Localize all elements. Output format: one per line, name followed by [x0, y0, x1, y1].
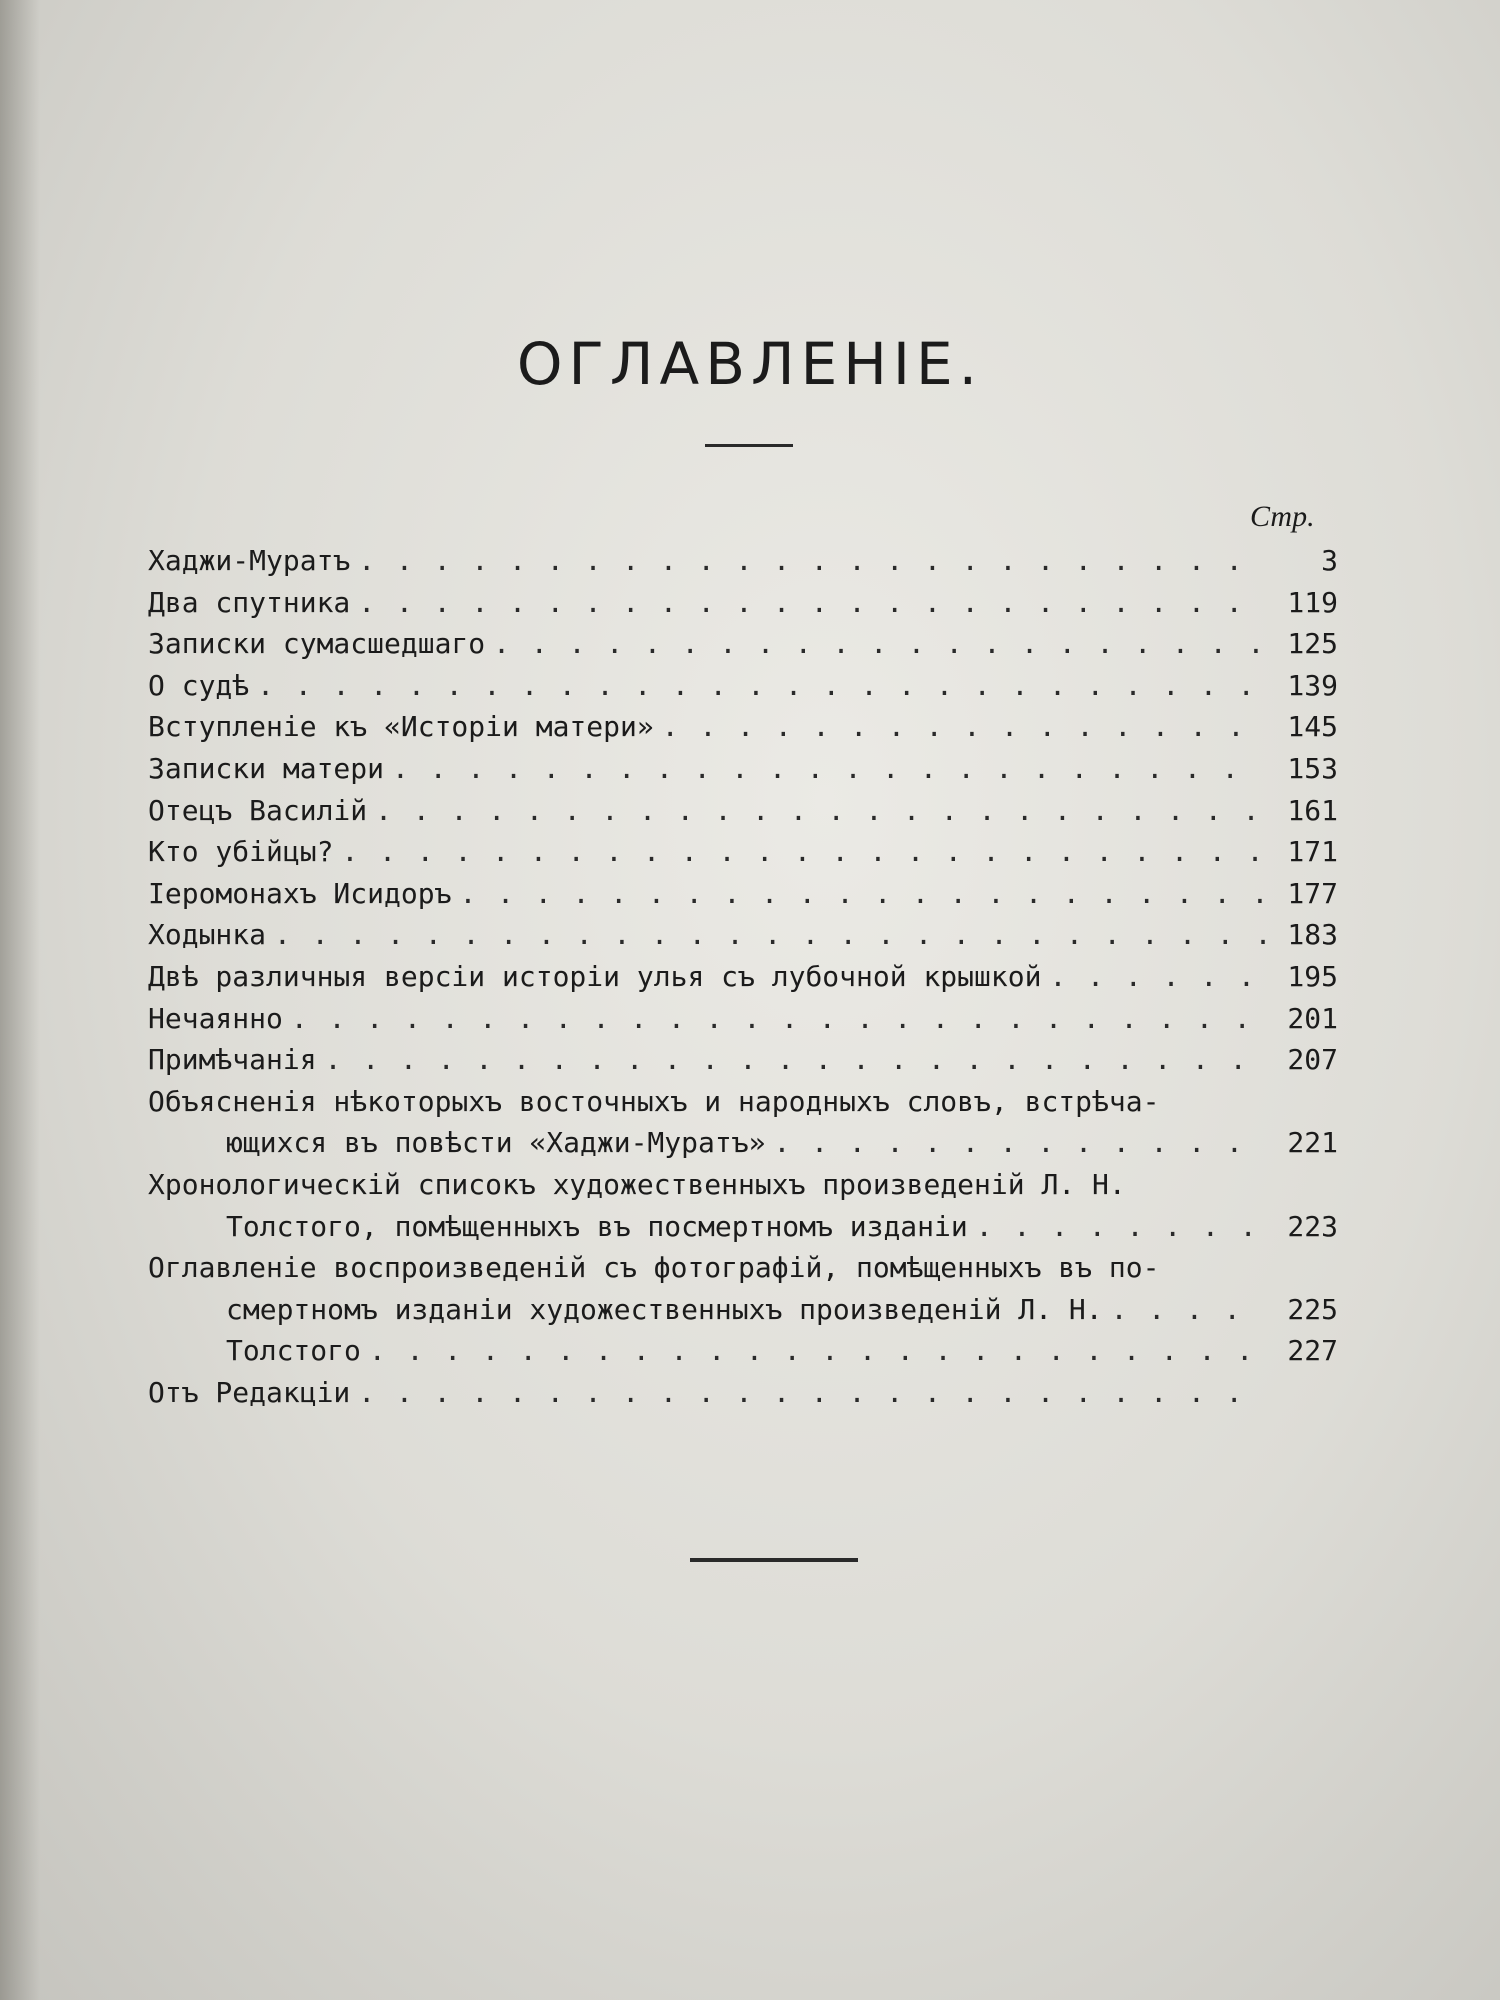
- toc-entry-title-line: Оглавленіе воспроизведеній съ фотографій, помѣщенныхъ въ по-: [148, 1251, 1160, 1285]
- toc-entry-title: Записки матери: [148, 751, 385, 785]
- leader-dots: [341, 831, 1266, 873]
- toc-entry-title: Вступленіе къ «Исторіи матери»: [148, 710, 654, 744]
- toc-entry-continuation: [148, 1330, 1338, 1372]
- toc-entry: [148, 1164, 1338, 1206]
- toc-entry-title-line: Толстого, помѣщенныхъ въ посмертномъ изданіи: [226, 1209, 968, 1243]
- toc-entry-title: Отецъ Василій: [148, 793, 368, 827]
- toc-entry-title: Примѣчанія: [148, 1043, 317, 1077]
- toc-entry-page: 225: [1287, 1292, 1338, 1326]
- leader-dots: [1049, 956, 1266, 998]
- toc-entry: [148, 998, 1338, 1040]
- toc-entry-title-line: смертномъ изданіи художественныхъ произведеній Л. Н.: [226, 1292, 1103, 1326]
- leader-dots: [358, 1372, 1266, 1414]
- toc-entry-page: 227: [1287, 1334, 1338, 1368]
- toc-entry-page: 153: [1287, 751, 1338, 785]
- toc-entry: [148, 748, 1338, 790]
- toc-entry: [148, 582, 1338, 624]
- toc-entry-title: Нечаянно: [148, 1001, 283, 1035]
- toc-entry: [148, 1039, 1338, 1081]
- toc-entry-page: 183: [1287, 918, 1338, 952]
- toc-entry-page: 207: [1287, 1043, 1338, 1077]
- toc-entry-page: 171: [1287, 835, 1338, 869]
- toc-entry-title: Іеромонахъ Исидоръ: [148, 876, 452, 910]
- toc-entry-title: Два спутника: [148, 585, 351, 619]
- toc-entry-title-line: Хронологическій списокъ художественныхъ произведеній Л. Н.: [148, 1167, 1126, 1201]
- toc-entry-page: 161: [1287, 793, 1338, 827]
- page-column-label: Стр.: [1250, 500, 1315, 533]
- toc-entry-page: 3: [1321, 544, 1338, 577]
- toc-entry: [148, 1372, 1338, 1414]
- toc-entry-page: 145: [1287, 710, 1338, 744]
- toc-entry-page: 201: [1287, 1001, 1338, 1035]
- toc-entry-page: 221: [1287, 1126, 1338, 1160]
- leader-dots: [358, 582, 1266, 624]
- toc-entry-page: 125: [1287, 627, 1338, 661]
- end-divider: [690, 1558, 858, 1562]
- leader-dots: [358, 540, 1266, 582]
- toc-entry-continuation: [148, 1206, 1338, 1248]
- toc-entry-title: Записки сумасшедшаго: [148, 627, 486, 661]
- toc-entry-page: 223: [1287, 1209, 1338, 1243]
- toc-entry-continuation: [148, 1122, 1338, 1164]
- leader-dots: [257, 665, 1266, 707]
- leader-dots: [493, 623, 1266, 665]
- toc-entry: [148, 665, 1338, 707]
- toc-entry-page: 195: [1287, 959, 1338, 993]
- toc-entry-title: Двѣ различныя версіи исторіи улья съ лубочной крышкой: [148, 959, 1042, 993]
- leader-dots: [459, 873, 1266, 915]
- leader-dots: [274, 914, 1266, 956]
- leader-dots: [976, 1206, 1266, 1248]
- leader-dots: [325, 1039, 1266, 1081]
- toc-entry-continuation: [148, 1289, 1338, 1331]
- toc-entry: [148, 914, 1338, 956]
- leader-dots: [375, 790, 1266, 832]
- toc-entry-title: Хаджи-Муратъ: [148, 544, 351, 577]
- page-edge-shadow: [0, 0, 40, 2000]
- title-divider: [705, 444, 793, 447]
- toc-entry: [148, 540, 1338, 582]
- leader-dots: [1111, 1289, 1266, 1331]
- leader-dots: [291, 998, 1266, 1040]
- toc-entry: [148, 1247, 1338, 1289]
- leader-dots: [369, 1330, 1266, 1372]
- toc-entry-title: Кто убійцы?: [148, 835, 334, 869]
- toc-entry-page: 177: [1287, 876, 1338, 910]
- toc-entry-title: Отъ Редакціи: [148, 1375, 351, 1409]
- leader-dots: [662, 706, 1266, 748]
- toc-entry: [148, 1081, 1338, 1123]
- toc-entry-page: 119: [1287, 585, 1338, 619]
- leader-dots: [773, 1122, 1266, 1164]
- toc-entry-title-line: Толстого: [226, 1334, 361, 1368]
- table-of-contents: [148, 540, 1338, 1413]
- toc-entry-page: 139: [1287, 668, 1338, 702]
- toc-entry-title: О судѣ: [148, 668, 250, 702]
- toc-entry: [148, 873, 1338, 915]
- toc-entry-title-line: Объясненія нѣкоторыхъ восточныхъ и народныхъ словъ, встрѣча-: [148, 1084, 1160, 1118]
- toc-entry-title-line: ющихся въ повѣсти «Хаджи-Муратъ»: [226, 1126, 766, 1160]
- toc-entry: [148, 790, 1338, 832]
- leader-dots: [392, 748, 1266, 790]
- toc-entry: [148, 623, 1338, 665]
- toc-entry-title: Ходынка: [148, 918, 267, 952]
- page-title: ОГЛАВЛЕНІЕ.: [516, 330, 984, 398]
- toc-entry: [148, 831, 1338, 873]
- toc-entry: [148, 956, 1338, 998]
- toc-entry: [148, 706, 1338, 748]
